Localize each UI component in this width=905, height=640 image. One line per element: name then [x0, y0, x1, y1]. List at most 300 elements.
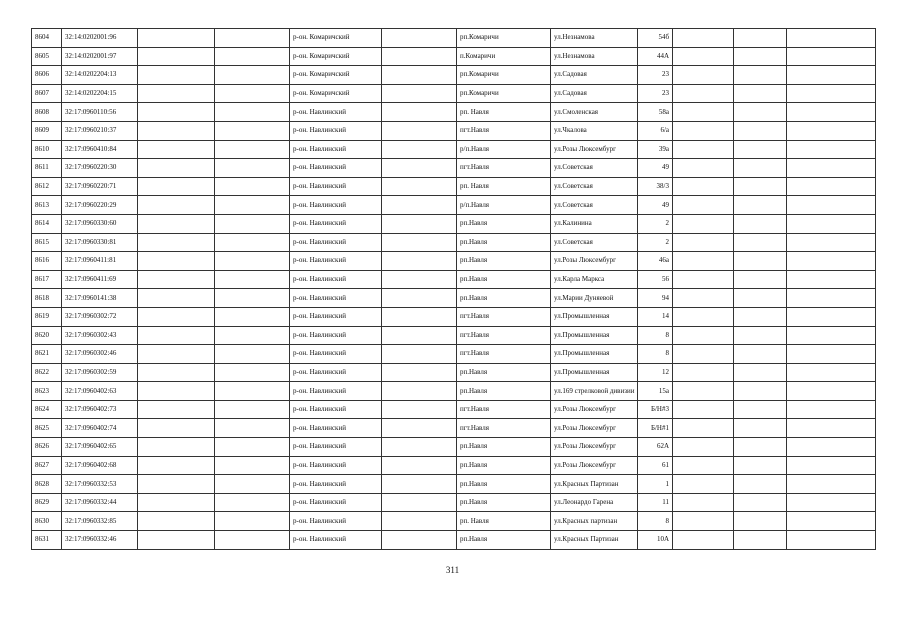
- empty-cell-cell: [787, 121, 876, 140]
- district-cell: р-он. Навлинский: [290, 456, 382, 475]
- table-row: [32, 159, 876, 178]
- settlement-cell: рп.Комаричи: [457, 84, 551, 103]
- street-cell: ул.Промышленная: [551, 345, 638, 364]
- empty-cell-cell: [382, 289, 457, 308]
- settlement-cell: пгт.Навля: [457, 400, 551, 419]
- empty-cell-cell: [215, 214, 290, 233]
- settlement-cell: рп.Навля: [457, 233, 551, 252]
- empty-cell-cell: [734, 493, 787, 512]
- house-number-cell: 12: [638, 363, 673, 382]
- empty-cell-cell: [673, 29, 734, 48]
- empty-cell-cell: [138, 363, 215, 382]
- empty-cell-cell: [382, 84, 457, 103]
- empty-cell-cell: [673, 233, 734, 252]
- cadastral-number-cell: 32:17:0960110:56: [62, 103, 138, 122]
- empty-cell-cell: [787, 140, 876, 159]
- row-number-cell: 8617: [32, 270, 62, 289]
- house-number-cell: 39а: [638, 140, 673, 159]
- empty-cell-cell: [215, 382, 290, 401]
- empty-cell-cell: [215, 438, 290, 457]
- empty-cell-cell: [734, 121, 787, 140]
- settlement-cell: пгт.Навля: [457, 345, 551, 364]
- table-row: [32, 531, 876, 550]
- settlement-cell: рп. Навля: [457, 512, 551, 531]
- empty-cell-cell: [734, 382, 787, 401]
- empty-cell-cell: [215, 121, 290, 140]
- empty-cell-cell: [138, 419, 215, 438]
- empty-cell-cell: [215, 140, 290, 159]
- row-number-cell: 8624: [32, 400, 62, 419]
- cadastral-number-cell: 32:17:0960330:60: [62, 214, 138, 233]
- empty-cell-cell: [382, 345, 457, 364]
- empty-cell-cell: [382, 121, 457, 140]
- table-row: [32, 66, 876, 85]
- table-row: [32, 47, 876, 66]
- empty-cell-cell: [734, 270, 787, 289]
- street-cell: ул.Розы Люксембург: [551, 252, 638, 271]
- house-number-cell: 8: [638, 345, 673, 364]
- empty-cell-cell: [787, 270, 876, 289]
- row-number-cell: 8625: [32, 419, 62, 438]
- row-number-cell: 8618: [32, 289, 62, 308]
- empty-cell-cell: [787, 400, 876, 419]
- empty-cell-cell: [673, 531, 734, 550]
- empty-cell-cell: [734, 252, 787, 271]
- empty-cell-cell: [673, 159, 734, 178]
- house-number-cell: 2: [638, 214, 673, 233]
- empty-cell-cell: [382, 400, 457, 419]
- house-number-cell: Б/Н#3: [638, 400, 673, 419]
- district-cell: р-он. Навлинский: [290, 419, 382, 438]
- row-number-cell: 8629: [32, 493, 62, 512]
- table-row: [32, 103, 876, 122]
- house-number-cell: 38/3: [638, 177, 673, 196]
- empty-cell-cell: [138, 29, 215, 48]
- empty-cell-cell: [138, 140, 215, 159]
- empty-cell-cell: [787, 382, 876, 401]
- records-table: [31, 28, 876, 550]
- empty-cell-cell: [215, 307, 290, 326]
- empty-cell-cell: [138, 400, 215, 419]
- row-number-cell: 8626: [32, 438, 62, 457]
- empty-cell-cell: [138, 307, 215, 326]
- empty-cell-cell: [734, 66, 787, 85]
- street-cell: ул.Советская: [551, 233, 638, 252]
- row-number-cell: 8607: [32, 84, 62, 103]
- settlement-cell: пгт.Навля: [457, 326, 551, 345]
- empty-cell-cell: [138, 531, 215, 550]
- table-row: [32, 456, 876, 475]
- row-number-cell: 8622: [32, 363, 62, 382]
- table-row: [32, 289, 876, 308]
- district-cell: р-он. Комаричский: [290, 66, 382, 85]
- cadastral-number-cell: 32:17:0960402:63: [62, 382, 138, 401]
- street-cell: ул.Смоленская: [551, 103, 638, 122]
- cadastral-number-cell: 32:17:0960330:81: [62, 233, 138, 252]
- house-number-cell: 61: [638, 456, 673, 475]
- table-row: [32, 29, 876, 48]
- empty-cell-cell: [673, 400, 734, 419]
- table-row: [32, 270, 876, 289]
- cadastral-number-cell: 32:17:0960220:30: [62, 159, 138, 178]
- empty-cell-cell: [382, 47, 457, 66]
- empty-cell-cell: [787, 493, 876, 512]
- empty-cell-cell: [787, 252, 876, 271]
- empty-cell-cell: [673, 84, 734, 103]
- street-cell: ул.Карла Маркса: [551, 270, 638, 289]
- empty-cell-cell: [382, 493, 457, 512]
- street-cell: ул.Красных партизан: [551, 512, 638, 531]
- empty-cell-cell: [215, 493, 290, 512]
- settlement-cell: рп.Навля: [457, 270, 551, 289]
- cadastral-number-cell: 32:17:0960402:65: [62, 438, 138, 457]
- empty-cell-cell: [787, 438, 876, 457]
- cadastral-number-cell: 32:17:0960402:74: [62, 419, 138, 438]
- table-row: [32, 382, 876, 401]
- empty-cell-cell: [673, 438, 734, 457]
- street-cell: ул.Розы Люксембург: [551, 140, 638, 159]
- district-cell: р-он. Навлинский: [290, 400, 382, 419]
- empty-cell-cell: [215, 84, 290, 103]
- empty-cell-cell: [787, 84, 876, 103]
- street-cell: ул.Розы Люксембург: [551, 400, 638, 419]
- house-number-cell: 46а: [638, 252, 673, 271]
- empty-cell-cell: [673, 66, 734, 85]
- empty-cell-cell: [382, 475, 457, 494]
- empty-cell-cell: [382, 363, 457, 382]
- street-cell: ул.Розы Люксембург: [551, 456, 638, 475]
- empty-cell-cell: [673, 419, 734, 438]
- table-row: [32, 140, 876, 159]
- empty-cell-cell: [138, 456, 215, 475]
- empty-cell-cell: [787, 66, 876, 85]
- empty-cell-cell: [787, 307, 876, 326]
- row-number-cell: 8610: [32, 140, 62, 159]
- cadastral-number-cell: 32:17:0960411:81: [62, 252, 138, 271]
- street-cell: ул.Промышленная: [551, 326, 638, 345]
- empty-cell-cell: [787, 531, 876, 550]
- empty-cell-cell: [734, 419, 787, 438]
- table-row: [32, 84, 876, 103]
- empty-cell-cell: [138, 326, 215, 345]
- street-cell: ул.Садовая: [551, 66, 638, 85]
- district-cell: р-он. Комаричский: [290, 84, 382, 103]
- table-row: [32, 512, 876, 531]
- cadastral-number-cell: 32:17:0960402:68: [62, 456, 138, 475]
- row-number-cell: 8613: [32, 196, 62, 215]
- cadastral-number-cell: 32:17:0960410:84: [62, 140, 138, 159]
- empty-cell-cell: [382, 177, 457, 196]
- settlement-cell: рп.Навля: [457, 475, 551, 494]
- house-number-cell: 8: [638, 512, 673, 531]
- table-row: [32, 493, 876, 512]
- empty-cell-cell: [734, 289, 787, 308]
- row-number-cell: 8608: [32, 103, 62, 122]
- empty-cell-cell: [215, 47, 290, 66]
- empty-cell-cell: [673, 140, 734, 159]
- table-row: [32, 438, 876, 457]
- house-number-cell: 62А: [638, 438, 673, 457]
- empty-cell-cell: [787, 47, 876, 66]
- empty-cell-cell: [734, 214, 787, 233]
- settlement-cell: п.Комаричи: [457, 47, 551, 66]
- empty-cell-cell: [734, 326, 787, 345]
- settlement-cell: рп.Навля: [457, 456, 551, 475]
- table-row: [32, 345, 876, 364]
- settlement-cell: р/п.Навля: [457, 140, 551, 159]
- empty-cell-cell: [382, 438, 457, 457]
- empty-cell-cell: [382, 196, 457, 215]
- settlement-cell: рп.Навля: [457, 214, 551, 233]
- table-row: [32, 196, 876, 215]
- empty-cell-cell: [382, 531, 457, 550]
- empty-cell-cell: [138, 66, 215, 85]
- empty-cell-cell: [787, 512, 876, 531]
- district-cell: р-он. Навлинский: [290, 475, 382, 494]
- settlement-cell: рп. Навля: [457, 103, 551, 122]
- empty-cell-cell: [673, 382, 734, 401]
- empty-cell-cell: [673, 214, 734, 233]
- cadastral-number-cell: 32:17:0960402:73: [62, 400, 138, 419]
- empty-cell-cell: [734, 438, 787, 457]
- empty-cell-cell: [382, 456, 457, 475]
- street-cell: ул.Садовая: [551, 84, 638, 103]
- cadastral-number-cell: 32:17:0960332:46: [62, 531, 138, 550]
- row-number-cell: 8614: [32, 214, 62, 233]
- empty-cell-cell: [734, 84, 787, 103]
- empty-cell-cell: [673, 345, 734, 364]
- settlement-cell: рп.Навля: [457, 493, 551, 512]
- empty-cell-cell: [734, 531, 787, 550]
- empty-cell-cell: [787, 419, 876, 438]
- empty-cell-cell: [138, 289, 215, 308]
- settlement-cell: рп.Навля: [457, 382, 551, 401]
- empty-cell-cell: [215, 326, 290, 345]
- house-number-cell: 49: [638, 196, 673, 215]
- district-cell: р-он. Навлинский: [290, 345, 382, 364]
- district-cell: р-он. Навлинский: [290, 140, 382, 159]
- row-number-cell: 8605: [32, 47, 62, 66]
- table-row: [32, 214, 876, 233]
- empty-cell-cell: [138, 159, 215, 178]
- empty-cell-cell: [138, 493, 215, 512]
- empty-cell-cell: [138, 345, 215, 364]
- empty-cell-cell: [138, 121, 215, 140]
- empty-cell-cell: [215, 475, 290, 494]
- empty-cell-cell: [734, 196, 787, 215]
- empty-cell-cell: [215, 29, 290, 48]
- street-cell: ул.Советская: [551, 196, 638, 215]
- empty-cell-cell: [382, 66, 457, 85]
- district-cell: р-он. Навлинский: [290, 289, 382, 308]
- empty-cell-cell: [215, 400, 290, 419]
- empty-cell-cell: [138, 512, 215, 531]
- house-number-cell: 14: [638, 307, 673, 326]
- empty-cell-cell: [215, 177, 290, 196]
- house-number-cell: 54б: [638, 29, 673, 48]
- row-number-cell: 8628: [32, 475, 62, 494]
- district-cell: р-он. Навлинский: [290, 493, 382, 512]
- cadastral-number-cell: 32:17:0960220:29: [62, 196, 138, 215]
- district-cell: р-он. Навлинский: [290, 103, 382, 122]
- house-number-cell: 2: [638, 233, 673, 252]
- house-number-cell: Б/Н#1: [638, 419, 673, 438]
- empty-cell-cell: [673, 493, 734, 512]
- row-number-cell: 8616: [32, 252, 62, 271]
- cadastral-number-cell: 32:17:0960210:37: [62, 121, 138, 140]
- row-number-cell: 8609: [32, 121, 62, 140]
- empty-cell-cell: [138, 233, 215, 252]
- house-number-cell: 23: [638, 84, 673, 103]
- empty-cell-cell: [673, 326, 734, 345]
- table-row: [32, 177, 876, 196]
- settlement-cell: рп.Навля: [457, 531, 551, 550]
- empty-cell-cell: [382, 214, 457, 233]
- house-number-cell: 10А: [638, 531, 673, 550]
- district-cell: р-он. Навлинский: [290, 196, 382, 215]
- cadastral-number-cell: 32:17:0960302:43: [62, 326, 138, 345]
- empty-cell-cell: [673, 177, 734, 196]
- row-number-cell: 8623: [32, 382, 62, 401]
- empty-cell-cell: [673, 363, 734, 382]
- empty-cell-cell: [787, 177, 876, 196]
- empty-cell-cell: [215, 252, 290, 271]
- empty-cell-cell: [138, 475, 215, 494]
- empty-cell-cell: [215, 531, 290, 550]
- empty-cell-cell: [787, 345, 876, 364]
- empty-cell-cell: [787, 475, 876, 494]
- empty-cell-cell: [382, 252, 457, 271]
- empty-cell-cell: [138, 47, 215, 66]
- house-number-cell: 58а: [638, 103, 673, 122]
- row-number-cell: 8612: [32, 177, 62, 196]
- district-cell: р-он. Навлинский: [290, 214, 382, 233]
- street-cell: ул.Калинина: [551, 214, 638, 233]
- empty-cell-cell: [673, 512, 734, 531]
- empty-cell-cell: [138, 382, 215, 401]
- street-cell: ул.Незнамова: [551, 29, 638, 48]
- empty-cell-cell: [787, 456, 876, 475]
- cadastral-number-cell: 32:17:0960302:59: [62, 363, 138, 382]
- district-cell: р-он. Навлинский: [290, 307, 382, 326]
- house-number-cell: 6/а: [638, 121, 673, 140]
- street-cell: ул.Советская: [551, 177, 638, 196]
- empty-cell-cell: [673, 289, 734, 308]
- empty-cell-cell: [382, 512, 457, 531]
- empty-cell-cell: [215, 159, 290, 178]
- table-row: [32, 400, 876, 419]
- empty-cell-cell: [673, 252, 734, 271]
- house-number-cell: 8: [638, 326, 673, 345]
- empty-cell-cell: [673, 456, 734, 475]
- district-cell: р-он. Навлинский: [290, 177, 382, 196]
- settlement-cell: рп.Навля: [457, 252, 551, 271]
- empty-cell-cell: [215, 270, 290, 289]
- settlement-cell: рп.Навля: [457, 289, 551, 308]
- row-number-cell: 8604: [32, 29, 62, 48]
- house-number-cell: 15а: [638, 382, 673, 401]
- cadastral-number-cell: 32:17:0960302:72: [62, 307, 138, 326]
- empty-cell-cell: [787, 196, 876, 215]
- page-number: 311: [445, 565, 460, 575]
- empty-cell-cell: [734, 400, 787, 419]
- cadastral-number-cell: 32:17:0960332:85: [62, 512, 138, 531]
- settlement-cell: пгт.Навля: [457, 419, 551, 438]
- empty-cell-cell: [382, 270, 457, 289]
- house-number-cell: 56: [638, 270, 673, 289]
- empty-cell-cell: [138, 196, 215, 215]
- house-number-cell: 1: [638, 475, 673, 494]
- table-row: [32, 363, 876, 382]
- settlement-cell: пгт.Навля: [457, 307, 551, 326]
- empty-cell-cell: [215, 103, 290, 122]
- district-cell: р-он. Навлинский: [290, 233, 382, 252]
- empty-cell-cell: [734, 307, 787, 326]
- street-cell: ул.169 стрелковой дивизии: [551, 382, 638, 401]
- empty-cell-cell: [138, 438, 215, 457]
- settlement-cell: р/п.Навля: [457, 196, 551, 215]
- table-row: [32, 252, 876, 271]
- row-number-cell: 8631: [32, 531, 62, 550]
- settlement-cell: пгт.Навля: [457, 159, 551, 178]
- house-number-cell: 11: [638, 493, 673, 512]
- settlement-cell: пгт.Навля: [457, 121, 551, 140]
- row-number-cell: 8621: [32, 345, 62, 364]
- district-cell: р-он. Комаричский: [290, 47, 382, 66]
- street-cell: ул.Леонардо Гарена: [551, 493, 638, 512]
- empty-cell-cell: [215, 66, 290, 85]
- empty-cell-cell: [734, 512, 787, 531]
- empty-cell-cell: [215, 233, 290, 252]
- empty-cell-cell: [734, 159, 787, 178]
- cadastral-number-cell: 32:14:0202204:13: [62, 66, 138, 85]
- empty-cell-cell: [787, 289, 876, 308]
- settlement-cell: рп.Комаричи: [457, 66, 551, 85]
- empty-cell-cell: [734, 363, 787, 382]
- row-number-cell: 8615: [32, 233, 62, 252]
- street-cell: ул.Незнамова: [551, 47, 638, 66]
- empty-cell-cell: [734, 47, 787, 66]
- table-row: [32, 419, 876, 438]
- empty-cell-cell: [215, 512, 290, 531]
- row-number-cell: 8627: [32, 456, 62, 475]
- street-cell: ул.Промышленная: [551, 307, 638, 326]
- settlement-cell: рп.Навля: [457, 438, 551, 457]
- table-row: [32, 233, 876, 252]
- empty-cell-cell: [673, 47, 734, 66]
- cadastral-number-cell: 32:14:0202001:97: [62, 47, 138, 66]
- row-number-cell: 8611: [32, 159, 62, 178]
- empty-cell-cell: [138, 84, 215, 103]
- cadastral-number-cell: 32:14:0202204:15: [62, 84, 138, 103]
- district-cell: р-он. Навлинский: [290, 252, 382, 271]
- empty-cell-cell: [734, 475, 787, 494]
- cadastral-number-cell: 32:17:0960411:69: [62, 270, 138, 289]
- street-cell: ул.Марии Дуняевой: [551, 289, 638, 308]
- district-cell: р-он. Навлинский: [290, 438, 382, 457]
- empty-cell-cell: [215, 345, 290, 364]
- empty-cell-cell: [138, 252, 215, 271]
- empty-cell-cell: [673, 103, 734, 122]
- empty-cell-cell: [138, 270, 215, 289]
- street-cell: ул.Розы Люксембург: [551, 419, 638, 438]
- empty-cell-cell: [382, 307, 457, 326]
- empty-cell-cell: [787, 159, 876, 178]
- empty-cell-cell: [787, 29, 876, 48]
- empty-cell-cell: [673, 196, 734, 215]
- empty-cell-cell: [215, 196, 290, 215]
- street-cell: ул.Красных Партизан: [551, 475, 638, 494]
